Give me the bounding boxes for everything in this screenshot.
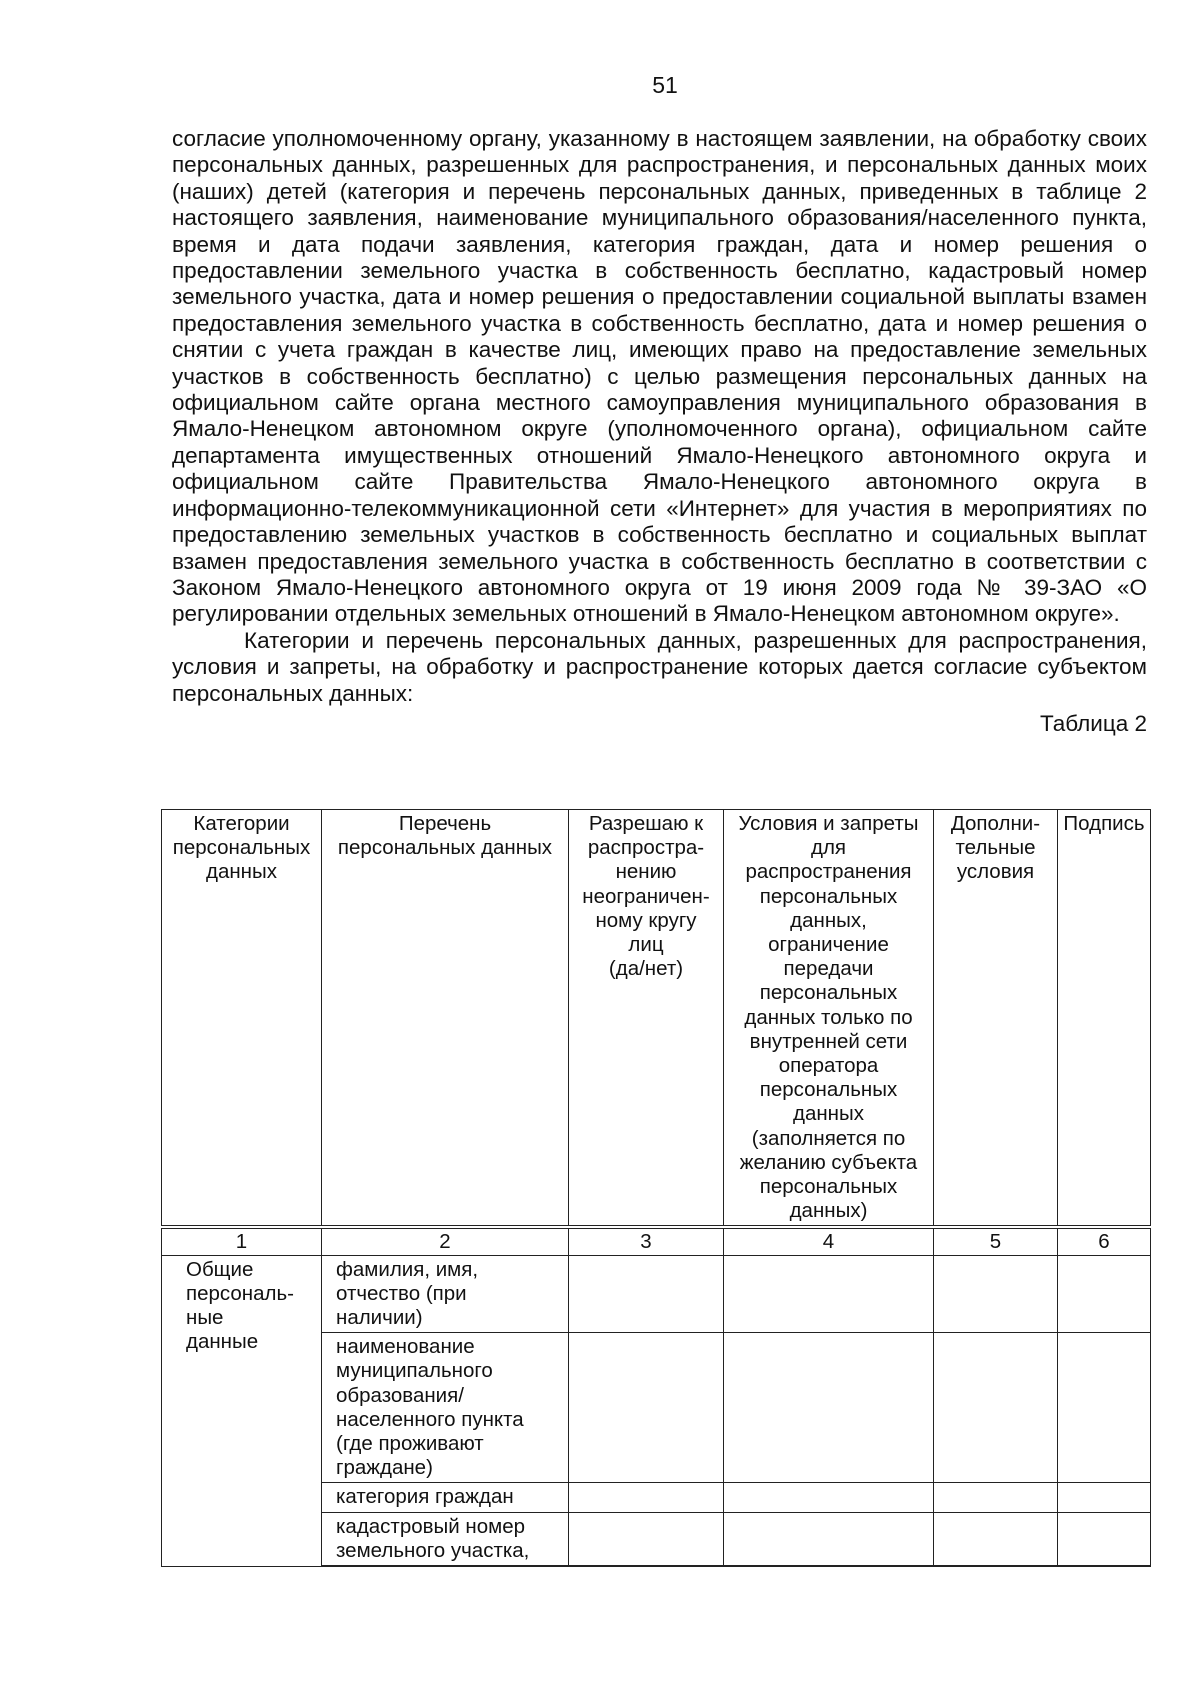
column-number: 6 — [1058, 1227, 1151, 1255]
table-caption: Таблица 2 — [1040, 710, 1147, 736]
header-list: Перечень персональных данных — [322, 810, 569, 1228]
additional-cell — [934, 1512, 1058, 1566]
item-municipality: наименование муниципального образования/ населенного пункта (где проживают граждане) — [322, 1333, 569, 1483]
conditions-cell — [724, 1255, 934, 1333]
signature-cell — [1058, 1483, 1151, 1512]
column-number: 2 — [322, 1227, 569, 1255]
page-number: 51 — [652, 72, 678, 98]
column-number: 3 — [569, 1227, 724, 1255]
header-categories: Категории персональных данных — [162, 810, 322, 1228]
conditions-cell — [724, 1483, 934, 1512]
table-row — [162, 1255, 1151, 1333]
personal-data-table — [161, 809, 1151, 1567]
item-cadastral-number: кадастровый номер земельного участка, — [322, 1512, 569, 1566]
item-citizen-category: категория граждан — [322, 1483, 569, 1512]
signature-cell — [1058, 1333, 1151, 1483]
header-additional: Дополни- тельные условия — [934, 810, 1058, 1228]
item-full-name: фамилия, имя, отчество (при наличии) — [322, 1255, 569, 1333]
categories-paragraph: Категории и перечень персональных данных, разрешенных для распространения, условия и запреты, на обработку и распространение которых дается согласие субъектом персональных данных: — [172, 627, 1147, 706]
column-number-row — [162, 1227, 1151, 1255]
conditions-cell — [724, 1333, 934, 1483]
signature-cell — [1058, 1512, 1151, 1566]
permission-cell — [569, 1483, 724, 1512]
header-permission: Разрешаю к распростра- нению неограничен- ному кругу лиц (да/нет) — [569, 810, 724, 1228]
category-general-data: Общие персональ- ные данные — [162, 1255, 322, 1566]
column-number: 4 — [724, 1227, 934, 1255]
conditions-cell — [724, 1512, 934, 1566]
header-signature: Подпись — [1058, 810, 1151, 1228]
body-text — [172, 126, 1147, 737]
column-number: 5 — [934, 1227, 1058, 1255]
permission-cell — [569, 1333, 724, 1483]
table-header-row — [162, 810, 1151, 1228]
additional-cell — [934, 1255, 1058, 1333]
permission-cell — [569, 1512, 724, 1566]
consent-paragraph: согласие уполномоченному органу, указанному в настоящем заявлении, на обработку своих персональных данных, разрешенных для распространения, и персональных данных моих (наших) детей (категория и перечень персональных данных, приведенных в таблице 2 настоящего заявления, наименование муниципального образования/населенного пункта, время и дата подачи заявления, категория граждан, дата и номер решения о предоставлении земельного участка в собственность бесплатно, кадастровый номер земельного участка, дата и номер решения о предоставлении социальной выплаты взамен предоставления земельного участка в собственность бесплатно, дата и номер решения о снятии с учета граждан в качестве лиц, имеющих право на предоставление земельных участков в собственность бесплатно) с целью размещения персональных данных на официальном сайте органа местного самоуправления муниципального образования в Ямало-Ненецком автономном округе (уполномоченного органа), официальном сайте департамента имущественных отношений Ямало-Ненецкого автономного округа и официальном сайте Правительства Ямало-Ненецкого автономного округа в информационно-телекоммуникационной сети «Интернет» для участия в мероприятиях по предоставлению земельных участков в собственность бесплатно и социальных выплат взамен предоставления земельного участка в собственность бесплатно в соответствии с Законом Ямало-Ненецкого автономного округа от 19 июня 2009 года № 39-ЗАО «О регулировании отдельных земельных отношений в Ямало-Ненецком автономном округе». — [172, 126, 1147, 627]
permission-cell — [569, 1255, 724, 1333]
header-conditions: Условия и запреты для распространения персональных данных, ограничение передачи персональных данных только по внутренней сети оператора персональных данных (заполняется по желанию субъекта персональных данных) — [724, 810, 934, 1228]
additional-cell — [934, 1333, 1058, 1483]
column-number: 1 — [162, 1227, 322, 1255]
additional-cell — [934, 1483, 1058, 1512]
signature-cell — [1058, 1255, 1151, 1333]
